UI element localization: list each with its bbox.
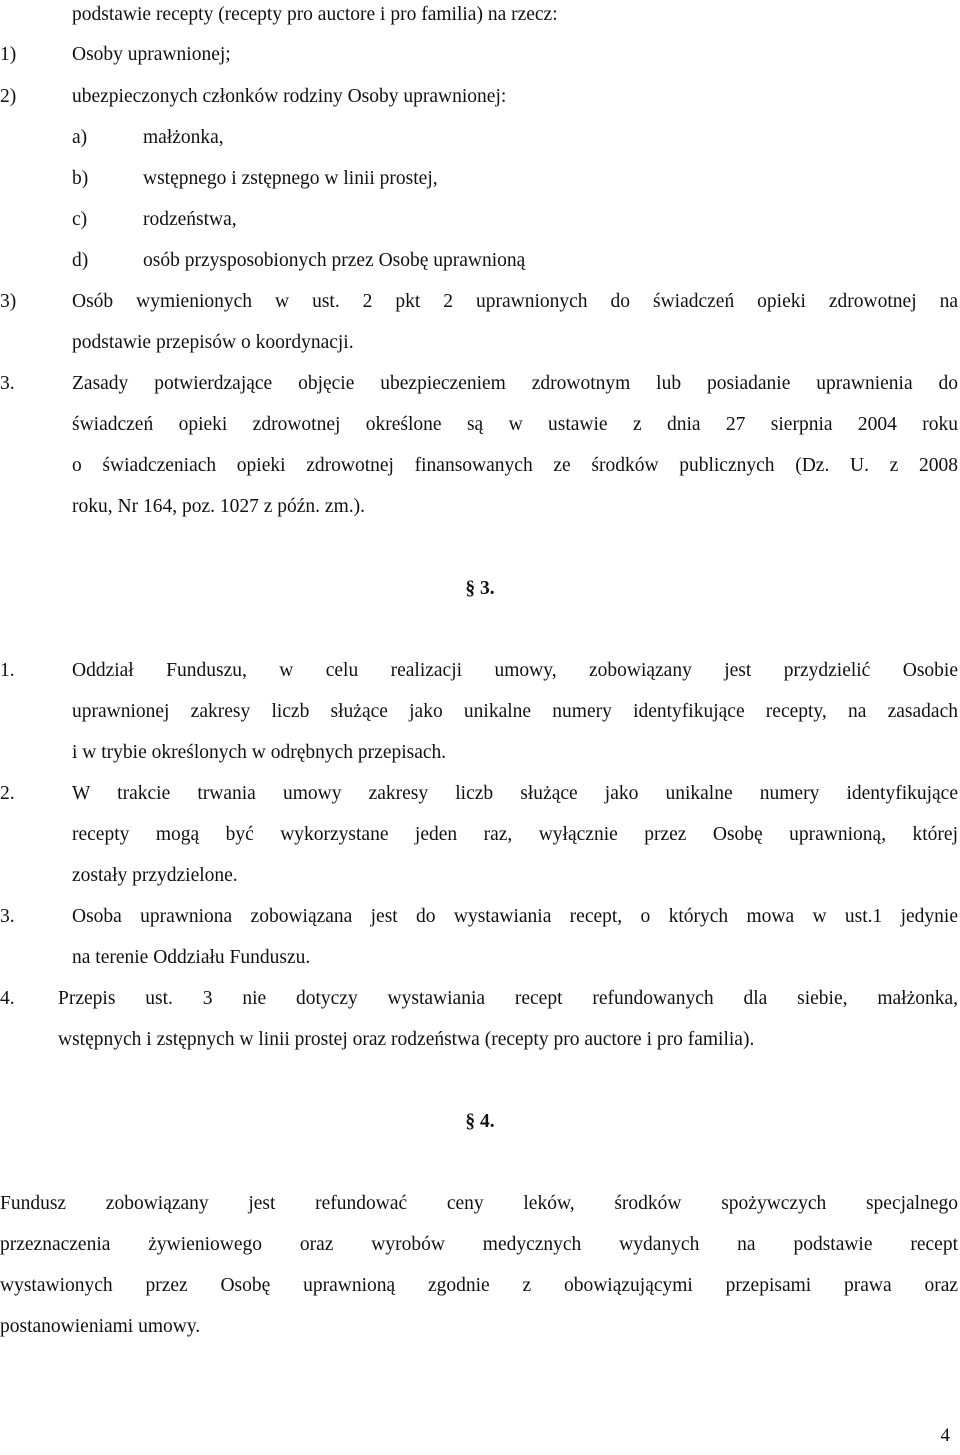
list-number: 1): [0, 44, 17, 65]
paragraph-line: wystawionych przez Osobę uprawnioną zgodnie z obowiązującymi przepisami prawa oraz: [0, 1275, 958, 1296]
paragraph-number: 3.: [0, 373, 15, 394]
item-line: na terenie Oddziału Funduszu.: [72, 947, 311, 968]
item-line: Osoba uprawniona zobowiązana jest do wystawiania recept, o których mowa w ust.1 jedynie: [72, 906, 958, 927]
sublist-item-text: wstępnego i zstępnego w linii prostej,: [143, 168, 438, 189]
list-item-text: Osób wymienionych w ust. 2 pkt 2 uprawnionych do świadczeń opieki zdrowotnej na: [72, 291, 958, 312]
list-item-text: Osoby uprawnionej;: [72, 44, 231, 65]
paragraph-line: roku, Nr 164, poz. 1027 z późn. zm.).: [72, 496, 365, 517]
item-line: Przepis ust. 3 nie dotyczy wystawiania recept refundowanych dla siebie, małżonka,: [58, 988, 958, 1009]
item-line: Oddział Funduszu, w celu realizacji umowy, zobowiązany jest przydzielić Osobie: [72, 660, 958, 681]
item-line: i w trybie określonych w odrębnych przepisach.: [72, 742, 447, 763]
paragraph-line: przeznaczenia żywieniowego oraz wyrobów medycznych wydanych na podstawie recept: [0, 1234, 958, 1255]
sublist-letter: a): [72, 127, 88, 148]
page-number: 4: [940, 1425, 950, 1446]
item-line: W trakcie trwania umowy zakresy liczb służące jako unikalne numery identyfikujące: [72, 783, 958, 804]
list-number: 2): [0, 86, 17, 107]
item-line: uprawnionej zakresy liczb służące jako unikalne numery identyfikujące recepty, na zasadach: [72, 701, 958, 722]
item-line: zostały przydzielone.: [72, 865, 238, 886]
paragraph-line: o świadczeniach opieki zdrowotnej finansowanych ze środków publicznych (Dz. U. z 2008: [72, 455, 958, 476]
list-item-text: podstawie przepisów o koordynacji.: [72, 332, 354, 353]
sublist-letter: c): [72, 209, 88, 230]
item-number: 4.: [0, 988, 15, 1009]
item-line: recepty mogą być wykorzystane jeden raz, wyłącznie przez Osobę uprawnioną, której: [72, 824, 958, 845]
list-item-text: ubezpieczonych członków rodziny Osoby uprawnionej:: [72, 86, 507, 107]
sublist-item-text: osób przysposobionych przez Osobę uprawnioną: [143, 250, 526, 271]
sublist-item-text: rodzeństwa,: [143, 209, 237, 230]
paragraph-line: świadczeń opieki zdrowotnej określone są w ustawie z dnia 27 sierpnia 2004 roku: [72, 414, 958, 435]
item-line: wstępnych i zstępnych w linii prostej oraz rodzeństwa (recepty pro auctore i pro familia).: [58, 1029, 755, 1050]
item-number: 3.: [0, 906, 15, 927]
paragraph-line: Zasady potwierdzające objęcie ubezpieczeniem zdrowotnym lub posiadanie uprawnienia do: [72, 373, 958, 394]
sublist-letter: d): [72, 250, 89, 271]
section-heading: § 4.: [465, 1111, 495, 1132]
intro-line: podstawie recepty (recepty pro auctore i pro familia) na rzecz:: [72, 4, 558, 25]
item-number: 2.: [0, 783, 15, 804]
list-number: 3): [0, 291, 17, 312]
paragraph-line: postanowieniami umowy.: [0, 1316, 201, 1337]
item-number: 1.: [0, 660, 15, 681]
section-heading: § 3.: [465, 578, 495, 599]
sublist-letter: b): [72, 168, 89, 189]
sublist-item-text: małżonka,: [143, 127, 224, 148]
paragraph-line: Fundusz zobowiązany jest refundować ceny leków, środków spożywczych specjalnego: [0, 1193, 958, 1214]
